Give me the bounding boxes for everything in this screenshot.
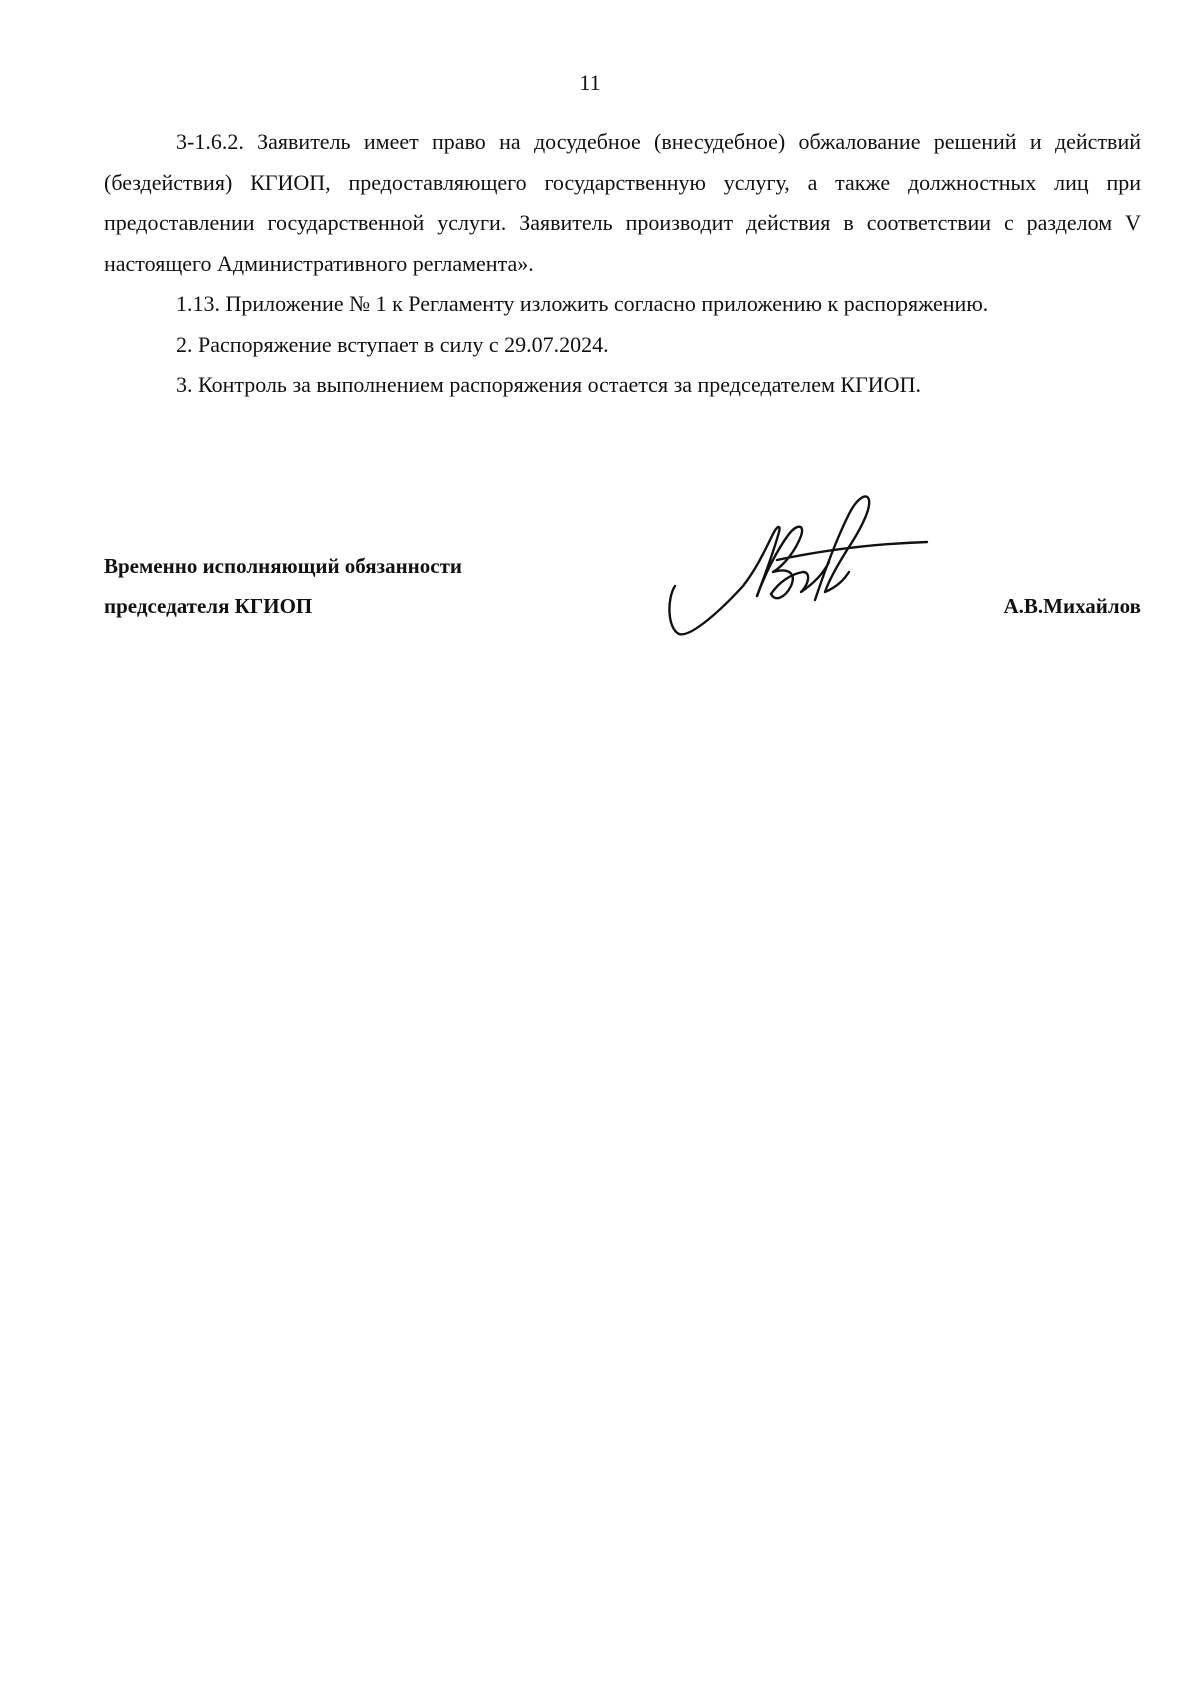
signatory-name: А.В.Михайлов: [1003, 594, 1141, 618]
paragraph-1-13: 1.13. Приложение № 1 к Регламенту изложить согласно приложению к распоряжению.: [176, 291, 989, 316]
paragraph-2: 2. Распоряжение вступает в силу с 29.07.2024.: [176, 331, 609, 357]
signature-block: [0, 0, 1200, 700]
signatory-position: [104, 546, 462, 626]
page-number: 11: [579, 70, 601, 95]
paragraph-3-1-6-2: 3-1.6.2. Заявитель имеет право на досудебное (внесудебное) обжалование решений и действий (бездействия) КГИОП, предоставляющего государственную услугу, а также должностных лиц при предоставлении государственной услуги. Заявитель производит действия в соответствии с разделом V настоящего Административного регламента».: [104, 129, 1141, 276]
handwritten-signature: [665, 488, 935, 638]
paragraph-3: 3. Контроль за выполнением распоряжения остается за председателем КГИОП.: [176, 372, 921, 397]
signatory-position-line1: Временно исполняющий обязанности: [104, 554, 463, 578]
signatory-position-line2: председателя КГИОП: [104, 594, 313, 618]
